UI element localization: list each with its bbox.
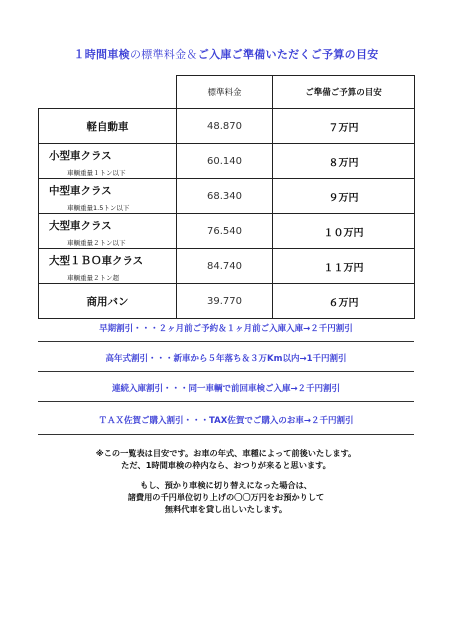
vehicle-name: 小型車クラス xyxy=(49,149,112,162)
budget-amount: １１万円 xyxy=(273,249,415,284)
title-part2: の標準料金＆ xyxy=(129,48,198,61)
vehicle-weight: 車輌重量１トン以下 xyxy=(67,168,126,177)
standard-price: 39.770 xyxy=(177,284,273,319)
vehicle-name: 中型車クラス xyxy=(49,184,112,197)
vehicle-cell xyxy=(39,109,177,144)
vehicle-name: 軽自動車 xyxy=(86,120,129,133)
divider xyxy=(38,434,414,435)
vehicle-cell xyxy=(39,179,177,214)
standard-price: 84.740 xyxy=(177,249,273,284)
vehicle-name: 商用バン xyxy=(86,295,129,308)
discount-new-model: 高年式割引・・・新車から５年落ち＆３万Km以内→1千円割引 xyxy=(105,354,347,364)
divider xyxy=(38,341,414,342)
vehicle-weight: 車輌重量２トン超 xyxy=(67,273,119,282)
table-row xyxy=(39,214,415,249)
note-line-4: 諸費用の千円単位切り上げの〇〇万円をお預かりして xyxy=(127,492,325,502)
header-blank-cell xyxy=(39,76,177,109)
table-row xyxy=(39,109,415,144)
divider xyxy=(38,401,414,402)
table-row xyxy=(39,284,415,319)
discount-repeat: 連続入庫割引・・・同一車輌で前回車検ご入庫→２千円割引 xyxy=(111,384,341,394)
vehicle-cell xyxy=(39,284,177,319)
budget-amount: ６万円 xyxy=(273,284,415,319)
page-title xyxy=(0,46,452,62)
budget-amount: ９万円 xyxy=(273,179,415,214)
note-line-5: 無料代車を貸し出しいたします。 xyxy=(164,504,288,514)
budget-amount: １０万円 xyxy=(273,214,415,249)
budget-amount: ７万円 xyxy=(273,109,415,144)
header-standard-price: 標準料金 xyxy=(177,76,273,109)
divider xyxy=(38,371,414,372)
vehicle-weight: 車輌重量1.5トン以下 xyxy=(67,203,130,212)
standard-price: 60.140 xyxy=(177,144,273,179)
vehicle-name: 大型１ＢＯ車クラス xyxy=(49,254,144,267)
vehicle-cell xyxy=(39,249,177,284)
table-row xyxy=(39,144,415,179)
table-row xyxy=(39,179,415,214)
standard-price: 48.870 xyxy=(177,109,273,144)
discount-tax-saga: ＴＡＸ佐賀ご購入割引・・・TAX佐賀でご購入のお車→２千円割引 xyxy=(98,416,354,426)
vehicle-name: 大型車クラス xyxy=(49,219,112,232)
note-line-2: ただ、1時間車検の枠内なら、おつりが来ると思います。 xyxy=(121,460,331,470)
note-line-1: ※この一覧表は目安です。お車の年式、車種によって前後いたします。 xyxy=(95,448,357,458)
title-part3: ご入庫ご準備いただくご予算の目安 xyxy=(197,48,379,61)
standard-price: 68.340 xyxy=(177,179,273,214)
vehicle-cell xyxy=(39,214,177,249)
budget-amount: ８万円 xyxy=(273,144,415,179)
vehicle-weight: 車輌重量２トン以下 xyxy=(67,238,126,247)
table-row xyxy=(39,249,415,284)
header-budget: ご準備ご予算の目安 xyxy=(273,76,415,109)
table-header-row xyxy=(39,76,415,109)
standard-price: 76.540 xyxy=(177,214,273,249)
vehicle-cell xyxy=(39,144,177,179)
discount-early: 早期割引・・・２ヶ月前ご予約＆１ヶ月前ご入庫入庫→２千円割引 xyxy=(99,324,353,334)
note-line-3: もし、預かり車検に切り替えになった場合は、 xyxy=(140,480,312,490)
title-part1: １時間車検 xyxy=(73,48,130,61)
price-table xyxy=(38,75,415,319)
